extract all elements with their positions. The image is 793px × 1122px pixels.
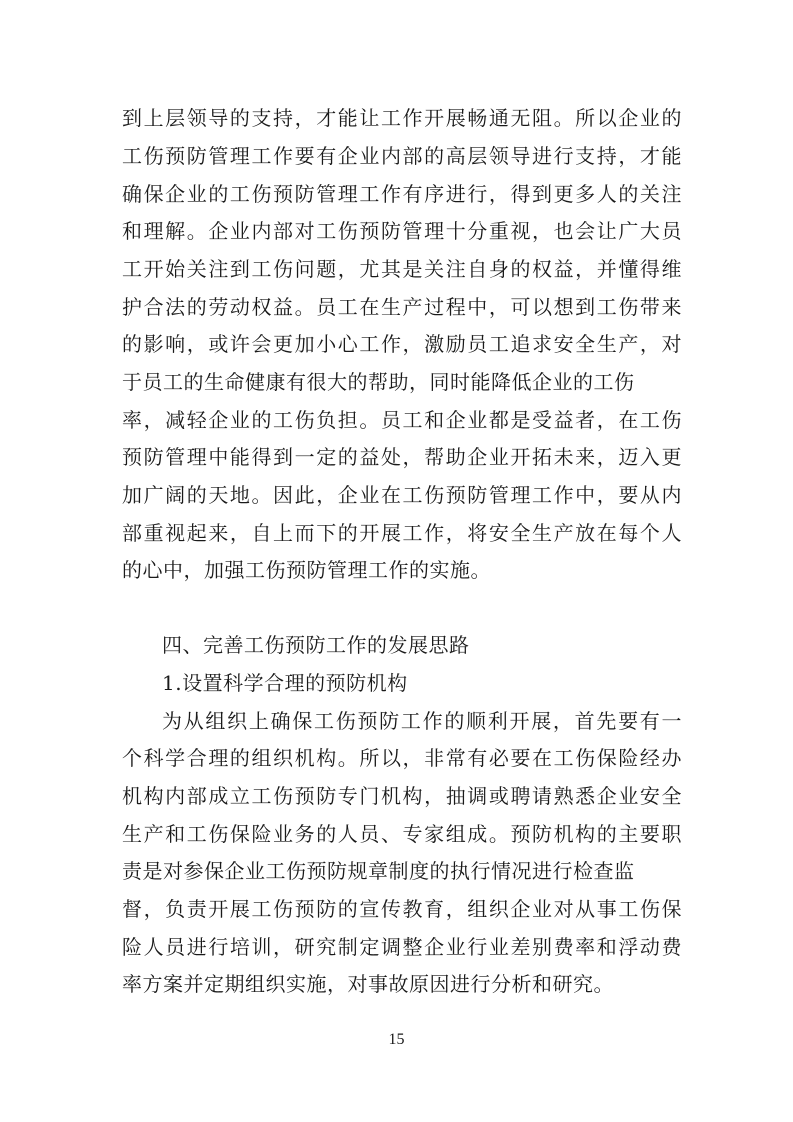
page-number: 15 bbox=[388, 1031, 405, 1048]
paragraph-1-line: 工开始关注到工伤问题，尤其是关注自身的权益，并懂得维 bbox=[122, 257, 682, 281]
paragraph-1-line: 部重视起来，自上而下的开展工作，将安全生产放在每个人 bbox=[122, 521, 682, 545]
paragraph-1-line: 确保企业的工伤预防管理工作有序进行，得到更多人的关注 bbox=[122, 182, 682, 206]
paragraph-2-line: 险人员进行培训，研究制定调整企业行业差别费率和浮动费 bbox=[122, 935, 682, 959]
paragraph-2-line: 生产和工伤保险业务的人员、专家组成。预防机构的主要职 bbox=[122, 822, 682, 846]
paragraph-1-line: 护合法的劳动权益。员工在生产过程中，可以想到工伤带来 bbox=[122, 295, 682, 319]
paragraph-2-line: 责是对参保企业工伤预防规章制度的执行情况进行检查监 bbox=[122, 859, 635, 883]
paragraph-2-line: 机构内部成立工伤预防专门机构，抽调或聘请熟悉企业安全 bbox=[122, 784, 682, 808]
section-heading: 四、完善工伤预防工作的发展思路 bbox=[162, 633, 470, 657]
paragraph-1-line: 的心中，加强工伤预防管理工作的实施。 bbox=[122, 558, 491, 582]
paragraph-1-line: 于员工的生命健康有很大的帮助，同时能降低企业的工伤 bbox=[122, 370, 635, 394]
paragraph-1-line: 预防管理中能得到一定的益处，帮助企业开拓未来，迈入更 bbox=[122, 445, 682, 469]
paragraph-1-line: 和理解。企业内部对工伤预防管理十分重视，也会让广大员 bbox=[122, 219, 682, 243]
paragraph-1-line: 率，减轻企业的工伤负担。员工和企业都是受益者，在工伤 bbox=[122, 408, 682, 432]
paragraph-1-line: 工伤预防管理工作要有企业内部的高层领导进行支持，才能 bbox=[122, 144, 682, 168]
paragraph-2-line: 为从组织上确保工伤预防工作的顺利开展，首先要有一 bbox=[162, 709, 682, 733]
subsection-heading: 1.设置科学合理的预防机构 bbox=[162, 671, 408, 695]
paragraph-1-line: 加广阔的天地。因此，企业在工伤预防管理工作中，要从内 bbox=[122, 483, 682, 507]
paragraph-2-line: 个科学合理的组织机构。所以，非常有必要在工伤保险经办 bbox=[122, 746, 682, 770]
paragraph-1-line: 到上层领导的支持，才能让工作开展畅通无阻。所以企业的 bbox=[122, 106, 682, 130]
paragraph-2-line: 督，负责开展工伤预防的宣传教育，组织企业对从事工伤保 bbox=[122, 897, 682, 921]
paragraph-2-line: 率方案并定期组织实施，对事故原因进行分析和研究。 bbox=[122, 972, 614, 996]
paragraph-1-line: 的影响，或许会更加小心工作，激励员工追求安全生产，对 bbox=[122, 332, 682, 356]
